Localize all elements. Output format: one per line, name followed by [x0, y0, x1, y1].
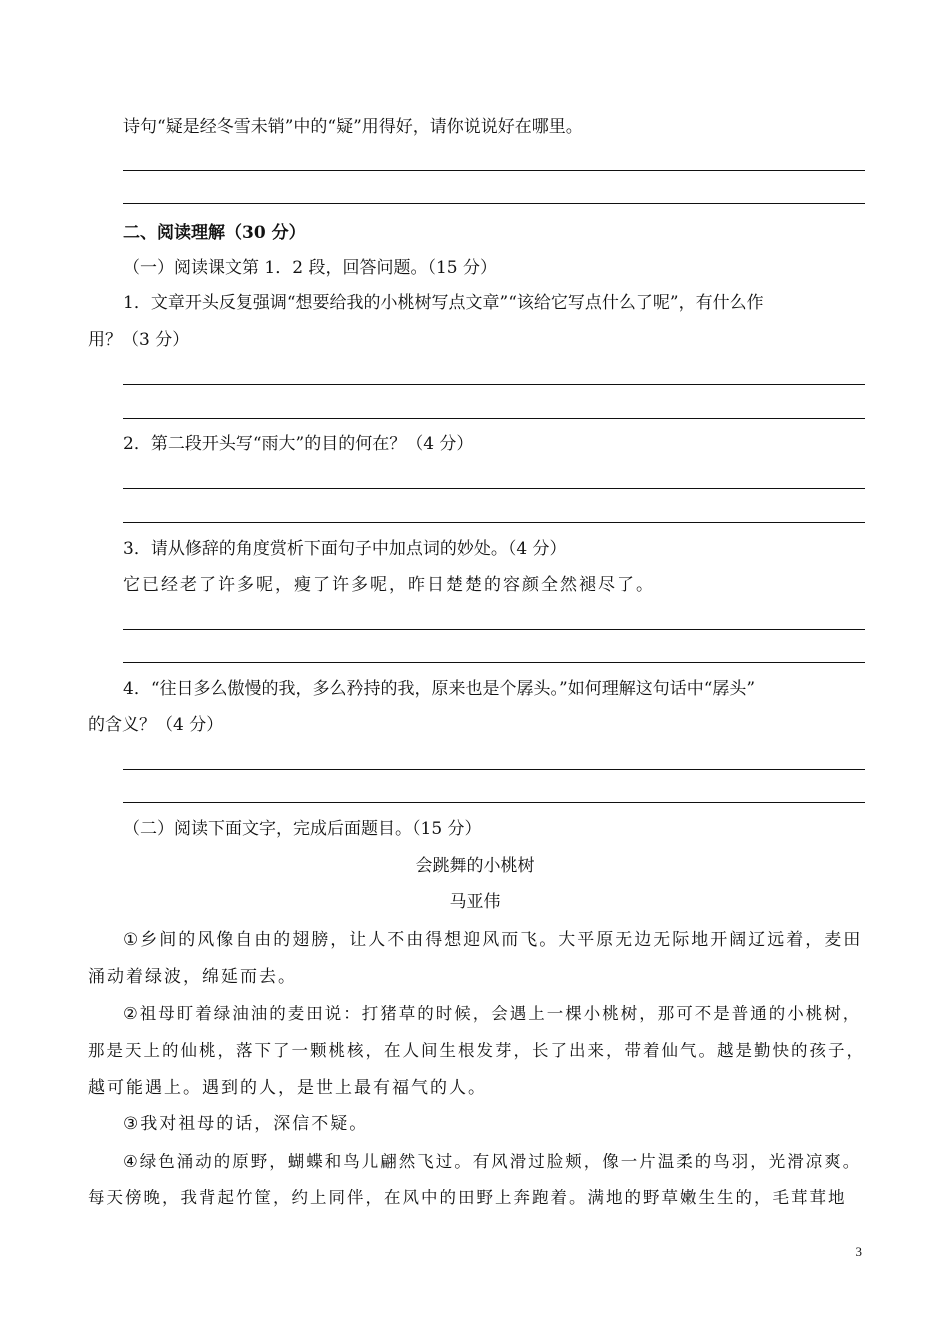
question-2: 2．第二段开头写“雨大”的目的何在？（4 分） [123, 434, 474, 454]
section-heading: 二、阅读理解（30 分） [123, 223, 306, 243]
paragraph-2-line1: ②祖母盯着绿油油的麦田说：打猪草的时候，会遇上一棵小桃树，那可不是普通的小桃树， [123, 1004, 862, 1023]
paragraph-1-line1: ①乡间的风像自由的翅膀，让人不由得想迎风而飞。大平原无边无际地开阔辽远着，麦田 [123, 930, 863, 950]
answer-line [123, 769, 865, 770]
page-number: 3 [855, 1244, 862, 1259]
answer-line [123, 522, 865, 523]
answer-line [123, 384, 865, 385]
part2-heading: （二）阅读下面文字，完成后面题目。（15 分） [123, 819, 482, 839]
paragraph-2-line2: 那是天上的仙桃，落下了一颗桃核，在人间生根发芽，长了出来，带着仙气。越是勤快的孩子， [88, 1041, 865, 1060]
answer-line [123, 629, 865, 630]
paragraph-1-line2: 涌动着绿波，绵延而去。 [88, 967, 297, 987]
paragraph-4-line2: 每天傍晚，我背起竹筐，约上同伴，在风中的田野上奔跑着。满地的野草嫩生生的，毛茸茸地 [88, 1188, 847, 1207]
answer-line [123, 170, 865, 171]
question-4-line1: 4．“往日多么傲慢的我，多么矜持的我，原来也是个孱头。”如何理解这句话中“孱头” [123, 679, 756, 699]
question-1-line1: 1．文章开头反复强调“想要给我的小桃树写点文章”“该给它写点什么了呢”，有什么作 [123, 293, 764, 313]
question-3: 3．请从修辞的角度赏析下面句子中加点词的妙处。（4 分） [123, 539, 567, 559]
part1-heading: （一）阅读课文第 1．2 段，回答问题。（15 分） [123, 258, 497, 278]
answer-line [123, 488, 865, 489]
answer-line [123, 662, 865, 663]
question-1-line2: 用？（3 分） [88, 330, 190, 350]
paragraph-3: ③我对祖母的话，深信不疑。 [123, 1114, 369, 1134]
question-3-sentence: 它已经老了许多呢，瘦了许多呢，昨日楚楚的容颜全然褪尽了。 [123, 575, 655, 595]
answer-line [123, 418, 865, 419]
answer-line [123, 802, 865, 803]
poem-question: 诗句“疑是经冬雪未销”中的“疑”用得好，请你说说好在哪里。 [123, 117, 583, 137]
paragraph-4-line1: ④绿色涌动的原野，蝴蝶和鸟儿翩然飞过。有风滑过脸颊，像一片温柔的鸟羽，光滑凉爽。 [123, 1152, 862, 1171]
question-4-line2: 的含义？（4 分） [88, 715, 224, 735]
paragraph-2-line3: 越可能遇上。遇到的人，是世上最有福气的人。 [88, 1078, 487, 1098]
answer-line [123, 203, 865, 204]
article-author: 马亚伟 [449, 892, 501, 912]
article-title: 会跳舞的小桃树 [415, 856, 535, 876]
